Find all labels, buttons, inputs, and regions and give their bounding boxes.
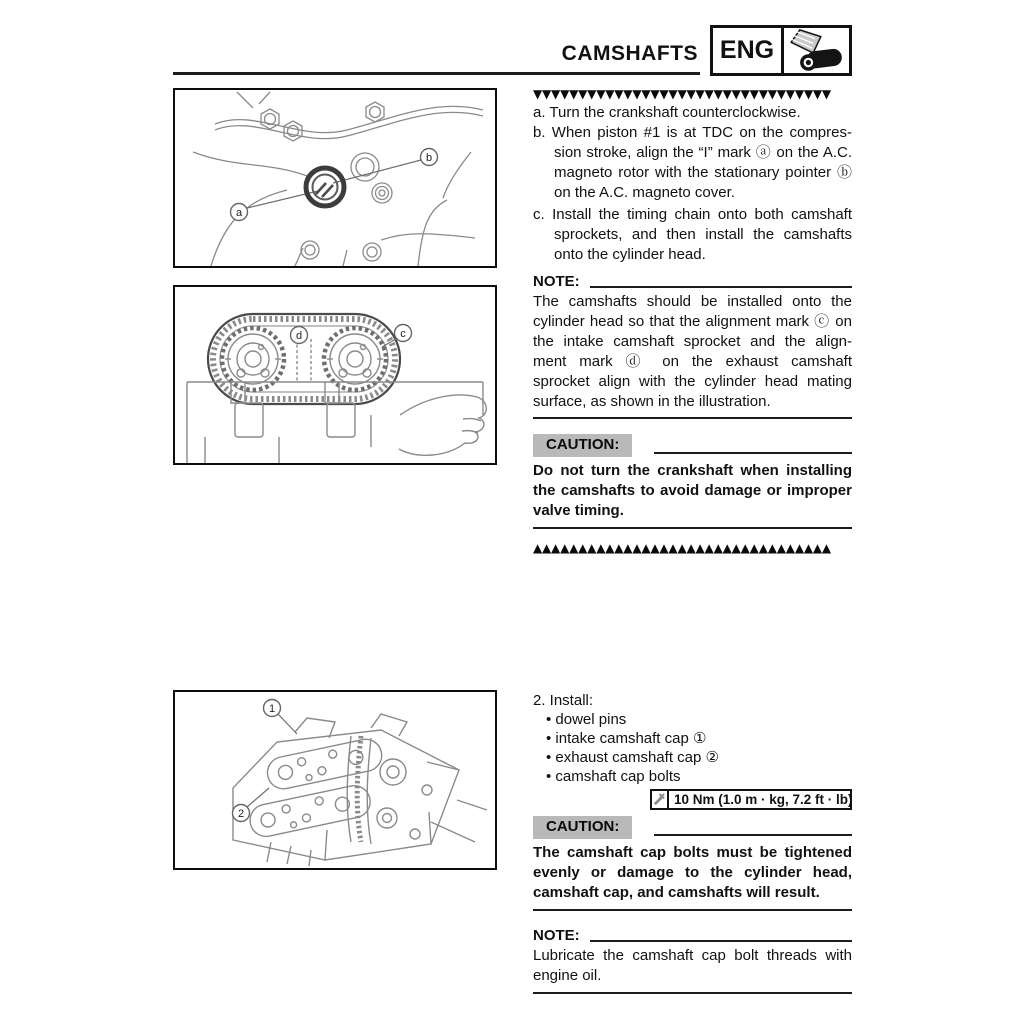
- figure-camshaft-caps: [173, 690, 497, 870]
- page-title: CAMSHAFTS: [561, 42, 698, 65]
- note2-rule: [590, 940, 852, 942]
- text-line: sprockets, and then install the camshafts: [554, 226, 852, 243]
- callout-a: [231, 204, 248, 221]
- note2-paragraph: [533, 946, 852, 986]
- text-line: The camshaft cap bolts must be tightened: [533, 844, 852, 861]
- svg-text:c: c: [400, 328, 406, 340]
- caution-header: [533, 434, 852, 457]
- section-rule: [533, 909, 852, 911]
- text-line: surface, as shown in the illustration.: [533, 393, 771, 410]
- section-rule: [533, 992, 852, 994]
- text-line: onto the cylinder head.: [554, 246, 706, 263]
- note2-header: [533, 926, 852, 946]
- text-line: sion stroke, align the “I” mark ⓐ on the A.C.: [554, 144, 852, 161]
- chapter-tag-label: ENG: [719, 36, 775, 64]
- text-line: • exhaust camshaft cap ②: [546, 749, 719, 766]
- section-rule: [533, 527, 852, 529]
- text-line: sprocket align with the cylinder head mating: [533, 373, 852, 390]
- svg-text:b: b: [425, 152, 433, 164]
- text-line: magneto rotor with the stationary pointer ⓑ: [554, 164, 852, 181]
- text-column: [533, 88, 852, 994]
- magneto-illustration: [175, 90, 495, 266]
- svg-text:2: 2: [237, 808, 245, 820]
- text-line: cylinder head so that the alignment mark ⓒ on: [533, 313, 852, 330]
- svg-text:1: 1: [268, 703, 276, 715]
- text-line: Do not turn the crankshaft when installing: [533, 462, 852, 479]
- caution2-header: [533, 816, 852, 839]
- wrench-icon: [652, 791, 669, 808]
- caution-rule: [654, 452, 852, 454]
- text-line: • intake camshaft cap ①: [546, 730, 707, 747]
- text-line: valve timing.: [533, 502, 624, 519]
- section-rule: [533, 417, 852, 419]
- step-b: [533, 123, 852, 203]
- svg-text:d: d: [295, 330, 303, 342]
- torque-value: 10 Nm (1.0 m · kg, 7.2 ft · lb): [674, 791, 853, 807]
- callout-b: [421, 149, 438, 166]
- caps-illustration: [175, 692, 495, 868]
- text-line: ment mark ⓓ on the exhaust camshaft: [533, 353, 852, 370]
- text-line: The camshafts should be installed onto the: [533, 293, 852, 310]
- caution2-paragraph: [533, 843, 852, 903]
- text-line: a. Turn the crankshaft counterclockwise.: [533, 104, 801, 121]
- text-line: engine oil.: [533, 967, 602, 984]
- note-label: NOTE:: [533, 273, 580, 290]
- note-header: [533, 272, 852, 292]
- text-line: camshaft cap, and camshafts will result.: [533, 884, 820, 901]
- text-line: the camshafts to avoid damage or improper: [533, 482, 852, 499]
- engine-icon-art: [786, 28, 848, 74]
- text-line: b. When piston #1 is at TDC on the compres-: [533, 124, 852, 141]
- torque-spec-box: [650, 789, 852, 810]
- text-line: • camshaft cap bolts: [546, 768, 681, 785]
- text-line: the intake camshaft sprocket and the align-: [533, 333, 852, 350]
- install-list: [533, 691, 852, 786]
- caution2-label: CAUTION:: [533, 816, 632, 839]
- note-rule: [590, 286, 852, 288]
- note2-label: NOTE:: [533, 927, 580, 944]
- caution-label: CAUTION:: [533, 434, 632, 457]
- step-a: [533, 103, 852, 123]
- figure-magneto-timing: [173, 88, 497, 268]
- text-line: c. Install the timing chain onto both camshaft: [533, 206, 852, 223]
- engine-icon: [781, 28, 849, 73]
- text-line: on the A.C. magneto cover.: [554, 184, 735, 201]
- text-line: evenly or damage to the cylinder head,: [533, 864, 852, 881]
- callout-1: [264, 700, 298, 735]
- text-line: Lubricate the camshaft cap bolt threads with: [533, 947, 852, 964]
- header-rule: [173, 72, 700, 75]
- figure-sprocket-alignment: [173, 285, 497, 465]
- procedure-start-separator: ▼▼▼▼▼▼▼▼▼▼▼▼▼▼▼▼▼▼▼▼▼▼▼▼▼▼▼▼▼▼▼▼▼: [533, 88, 831, 101]
- text-line: • dowel pins: [546, 711, 627, 728]
- caution2-rule: [654, 834, 852, 836]
- svg-text:a: a: [235, 207, 243, 219]
- chapter-tag-box: [710, 25, 852, 76]
- text-line: 2. Install:: [533, 692, 594, 709]
- note-paragraph: [533, 292, 852, 412]
- step-c: [533, 205, 852, 265]
- sprockets-illustration: [175, 287, 495, 463]
- callout-d: [291, 327, 308, 344]
- procedure-end-separator: ▲▲▲▲▲▲▲▲▲▲▲▲▲▲▲▲▲▲▲▲▲▲▲▲▲▲▲▲▲▲▲▲▲: [533, 542, 831, 555]
- caution-paragraph: [533, 461, 852, 521]
